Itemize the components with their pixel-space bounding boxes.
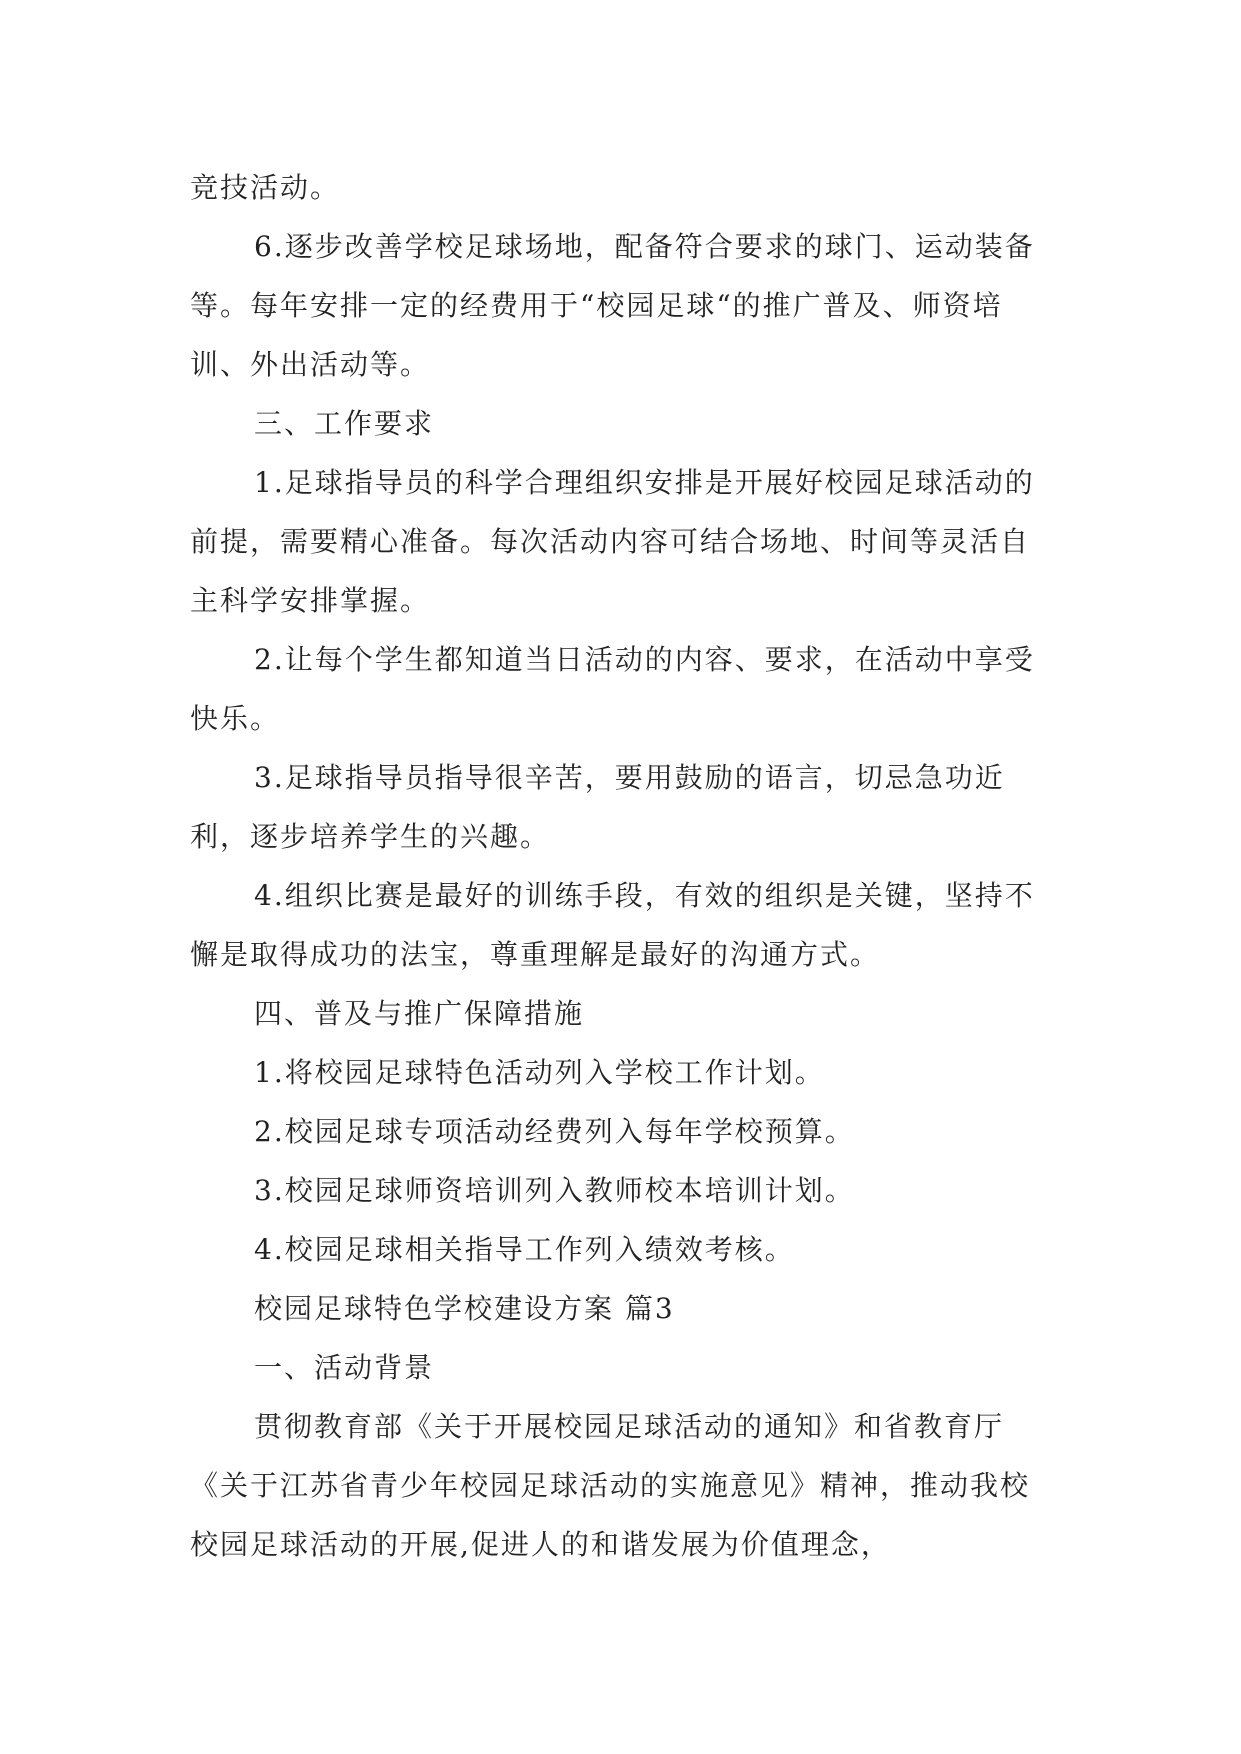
paragraph: 1.足球指导员的科学合理组织安排是开展好校园足球活动的前提，需要精心准备。每次活动内容可结合场地、时间等灵活自主科学安排掌握。 <box>190 466 1035 617</box>
paragraph: 3.校园足球师资培训列入教师校本培训计划。 <box>254 1174 855 1207</box>
document-body <box>190 158 1052 1574</box>
section-heading: 四、普及与推广保障措施 <box>254 997 585 1030</box>
section-heading: 一、活动背景 <box>254 1351 435 1384</box>
paragraph: 贯彻教育部《关于开展校园足球活动的通知》和省教育厅《关于江苏省青少年校园足球活动的实施意见》精神，推动我校校园足球活动的开展,促进人的和谐发展为价值理念， <box>190 1410 1031 1561</box>
paragraph: 3.足球指导员指导很辛苦，要用鼓励的语言，切忌急功近利，逐步培养学生的兴趣。 <box>190 761 1005 853</box>
section-heading: 三、工作要求 <box>254 407 435 440</box>
paragraph: 4.校园足球相关指导工作列入绩效考核。 <box>254 1233 795 1266</box>
paragraph: 竞技活动。 <box>190 171 341 204</box>
paragraph: 6.逐步改善学校足球场地，配备符合要求的球门、运动装备等。每年安排一定的经费用于“校园足球“的推广普及、师资培训、外出活动等。 <box>190 230 1035 381</box>
article-title: 校园足球特色学校建设方案 篇3 <box>254 1292 675 1325</box>
paragraph: 2.校园足球专项活动经费列入每年学校预算。 <box>254 1115 855 1148</box>
paragraph: 1.将校园足球特色活动列入学校工作计划。 <box>254 1056 825 1089</box>
paragraph: 4.组织比赛是最好的训练手段，有效的组织是关键，坚持不懈是取得成功的法宝，尊重理解是最好的沟通方式。 <box>190 879 1035 971</box>
paragraph: 2.让每个学生都知道当日活动的内容、要求，在活动中享受快乐。 <box>190 643 1035 735</box>
